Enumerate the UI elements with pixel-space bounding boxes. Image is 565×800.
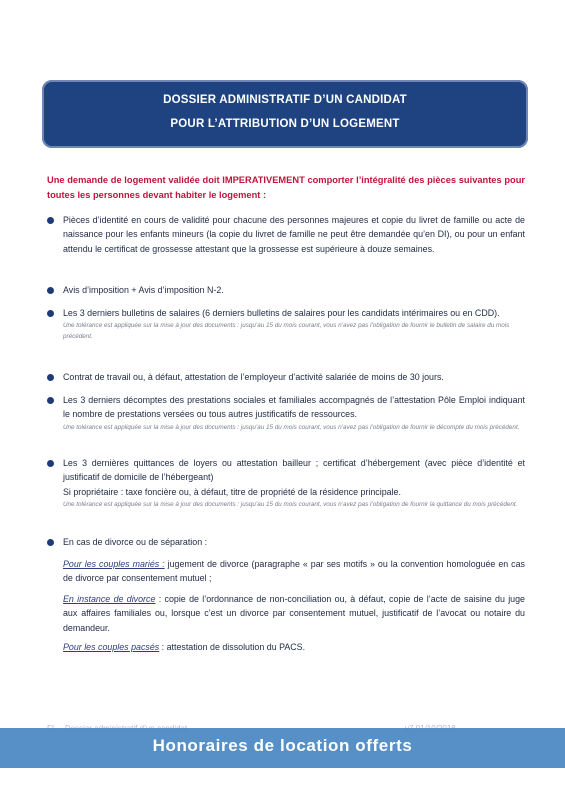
list-item (47, 213, 525, 256)
item-text: Les 3 derniers bulletins de salaires (6 derniers bulletins de salaires pour les candidats intérimaires ou en CDD). (63, 308, 500, 318)
divorce-pacses (63, 640, 525, 654)
list-item (47, 306, 525, 342)
list-item (47, 393, 525, 433)
list-item (47, 283, 525, 297)
list-item (47, 535, 525, 549)
bullet-icon (47, 460, 54, 467)
item-extra-text: Si propriétaire : taxe foncière ou, à défaut, titre de propriété de la résidence principale. (63, 486, 401, 497)
item-text: Les 3 derniers décomptes des prestations sociales et familiales accompagnés de l’attestation Pôle Emploi indiquant le nombre de prestations versées ou tous autres justificatifs de ressources. (63, 395, 525, 420)
tolerance-note: Une tolérance est appliquée sur la mise à jour des documents : jusqu’au 15 du mois courant, vous n’avez pas l’obligation de fournir la quittance du mois précédent. (63, 501, 518, 509)
item-text: Avis d’imposition + Avis d’imposition N-2. (63, 285, 224, 295)
bullet-icon (47, 374, 54, 381)
divorce-maries (63, 557, 525, 586)
document-title-box (42, 80, 528, 148)
bullet-icon (47, 287, 54, 294)
tolerance-note: Une tolérance est appliquée sur la mise à jour des documents : jusqu’au 15 du mois courant, vous n’avez pas l’obligation de fournir le décompte du mois précédent. (63, 423, 520, 431)
title-line-1: DOSSIER ADMINISTRATIF D’UN CANDIDAT (163, 94, 407, 106)
title-line-2: POUR L’ATTRIBUTION D’UN LOGEMENT (170, 118, 400, 130)
maries-text: jugement de divorce (paragraphe « par ses motifs » ou la convention homologuée en cas de divorce par consentement mutuel ; (63, 559, 525, 584)
instance-label: En instance de divorce (63, 594, 156, 604)
maries-label: Pour les couples mariés : (63, 559, 165, 569)
list-item (47, 456, 525, 511)
list-item (47, 370, 525, 384)
bullet-icon (47, 310, 54, 317)
bullet-icon (47, 539, 54, 546)
tolerance-note: Une tolérance est appliquée sur la mise à jour des documents : jusqu’au 15 du mois courant, vous n’avez pas l’obligation de fournir le bulletin de salaire du mois précédent. (63, 322, 510, 340)
promo-banner (0, 728, 565, 768)
divorce-instance (63, 592, 525, 635)
item-text: Pièces d’identité en cours de validité pour chacune des personnes majeures et copie du livret de famille ou acte de naissance pour les enfants mineurs (la copie du livret de famille ne peut être demandée qu’en DI), ou pour un enfant attendu le certificat de grossesse attestant que la grossesse est supérieure à douze semaines. (63, 215, 525, 254)
item-text: Contrat de travail ou, à défaut, attestation de l’employeur d’activité salariée de moins de 30 jours. (63, 372, 444, 382)
bullet-icon (47, 217, 54, 224)
item-text: En cas de divorce ou de séparation : (63, 537, 208, 547)
item-text: Les 3 dernières quittances de loyers ou attestation bailleur ; certificat d’hébergement (avec pièce d’identité et justificatif de domicile de l’hébergeant) (63, 458, 525, 483)
pacses-text: : attestation de dissolution du PACS. (159, 642, 306, 652)
pacses-label: Pour les couples pacsés (63, 642, 160, 652)
intro-warning: Une demande de logement validée doit IMPERATIVEMENT comporter l’intégralité des pièces suivantes pour toutes les personnes devant habiter le logement : (47, 175, 525, 200)
instance-text: : copie de l’ordonnance de non-conciliation ou, à défaut, copie de l’acte de saisine du juge aux affaires familiales ou, lorsque c’est un divorce par consentement mutuel, justificatif de l’avocat ou notaire du demandeur. (63, 594, 525, 633)
bullet-icon (47, 397, 54, 404)
banner-text: Honoraires de location offerts (152, 736, 413, 755)
